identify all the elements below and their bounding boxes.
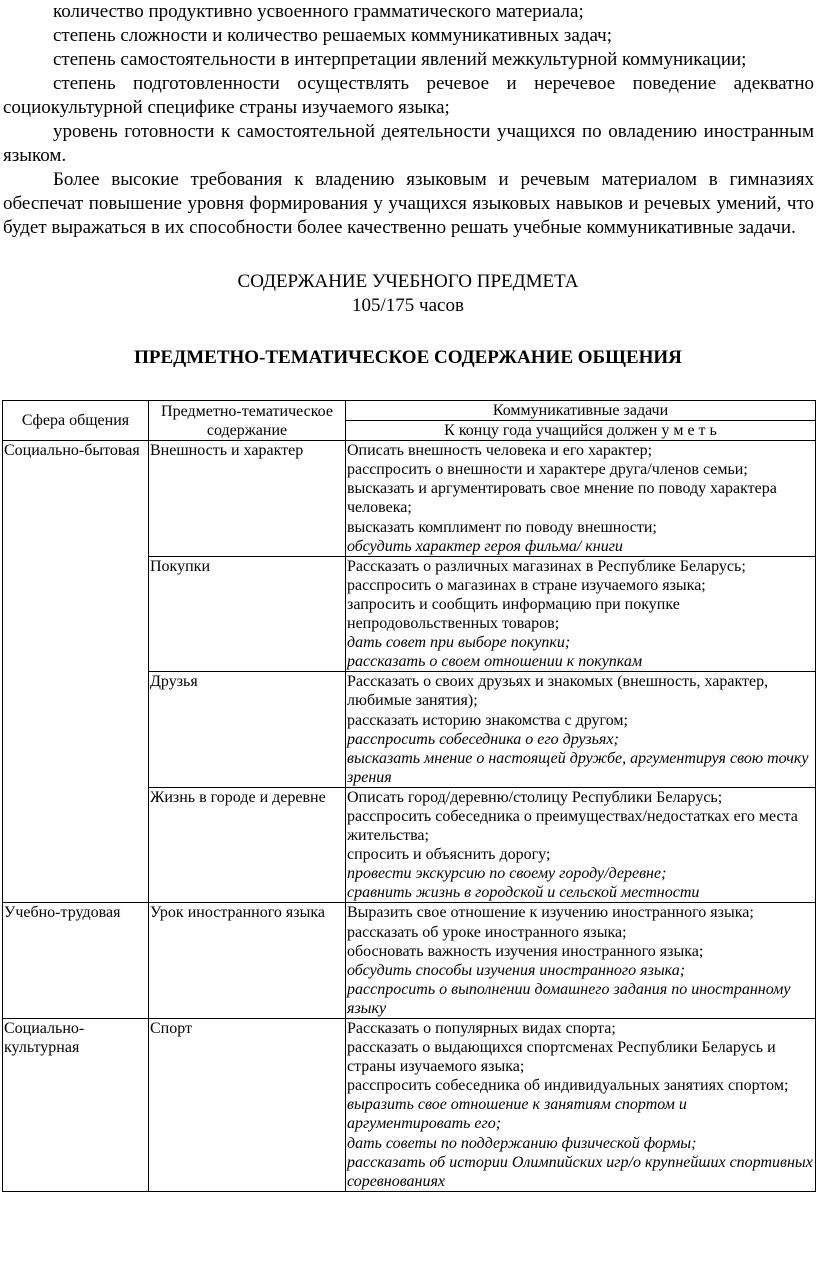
table-header-row [3, 401, 816, 421]
table-row [3, 903, 816, 1019]
task-item: провести экскурсию по своему городу/деревне; [347, 865, 667, 883]
cell-tasks [346, 787, 816, 903]
task-item: Описать город/деревню/столицу Республики Беларусь; [347, 788, 723, 806]
task-item: обосновать важность изучения иностранного языка; [347, 942, 704, 960]
task-item: рассказать о выдающихся спортсменах Республики Беларусь и страны изучаемого языка; [347, 1039, 776, 1076]
task-item: высказать мнение о настоящей дружбе, аргументируя свою точку зрения [347, 749, 809, 786]
task-item: расспросить собеседника о его друзьях; [347, 730, 619, 748]
cell-topic: Жизнь в городе и деревне [149, 787, 346, 903]
task-item: рассказать об уроке иностранного языка; [347, 923, 627, 941]
task-item: дать советы по поддержанию физической формы; [347, 1134, 697, 1152]
task-item: расспросить о внешности и характере друга/членов семьи; [347, 461, 748, 479]
task-item: рассказать об истории Олимпийских игр/о крупнейших спортивных соревнованиях [347, 1153, 813, 1190]
task-item: высказать и аргументировать свое мнение по поводу характера человека; [347, 480, 777, 517]
task-item: обсудить способы изучения иностранного языка; [347, 961, 686, 979]
task-item: обсудить характер героя фильма/ книги [347, 537, 623, 555]
cell-topic: Спорт [149, 1019, 346, 1192]
cell-topic: Покупки [149, 556, 346, 672]
cell-topic: Внешность и характер [149, 441, 346, 557]
intro-paragraph: количество продуктивно усвоенного грамматического материала; [53, 1, 584, 22]
task-item: Рассказать о популярных видах спорта; [347, 1020, 616, 1037]
intro-text [0, 0, 816, 240]
intro-paragraph: степень самостоятельности в интерпретации явлений межкультурной коммуникации; [53, 49, 747, 70]
cell-topic: Урок иностранного языка [149, 903, 346, 1019]
task-item: выразить свое отношение к занятиям спортом и аргументировать его; [347, 1096, 687, 1133]
task-item: расспросить собеседника об индивидуальных занятиях спортом; [347, 1077, 789, 1095]
intro-paragraph: Более высокие требования к владению языковым и речевым материалом в гимназиях обеспечат повышение уровня формирования у учащихся языковых навыков и речевых умений, что будет выражаться в их способности более качественно решать учебные коммуникативные задачи. [3, 169, 814, 238]
cell-tasks [346, 903, 816, 1019]
table-row [3, 1019, 816, 1192]
table-row [3, 441, 816, 557]
task-item: запросить и сообщить информацию при покупке непродовольственных товаров; [347, 595, 680, 633]
cell-sphere: Социально-бытовая [3, 441, 149, 903]
section-title: СОДЕРЖАНИЕ УЧЕБНОГО ПРЕДМЕТА [237, 271, 579, 292]
content-table [2, 400, 816, 1192]
task-item: Рассказать о различных магазинах в Республике Беларусь; [347, 557, 746, 575]
cell-tasks [346, 1019, 816, 1192]
task-item: спросить и объяснить дорогу; [347, 846, 551, 864]
task-item: сравнить жизнь в городской и сельской местности [347, 884, 700, 902]
cell-topic: Друзья [149, 672, 346, 788]
task-item: Выразить свое отношение к изучению иностранного языка; [347, 904, 754, 922]
task-item: высказать комплимент по поводу внешности; [347, 518, 657, 536]
intro-paragraph: степень сложности и количество решаемых коммуникативных задач; [53, 25, 612, 46]
task-item: Рассказать о своих друзьях и знакомых (внешность, характер, любимые занятия); [347, 673, 769, 710]
header-sphere: Сфера общения [3, 401, 149, 441]
task-item: расспросить о выполнении домашнего задания по иностранному языку [347, 980, 791, 1017]
header-topic: Предметно-тематическое содержание [149, 401, 346, 441]
section-subtitle: ПРЕДМЕТНО-ТЕМАТИЧЕСКОЕ СОДЕРЖАНИЕ ОБЩЕНИЯ [134, 347, 682, 368]
cell-sphere: Учебно-трудовая [3, 903, 149, 1019]
cell-tasks [346, 441, 816, 557]
task-item: расспросить собеседника о преимуществах/недостатках его места жительства; [347, 807, 798, 845]
cell-tasks [346, 672, 816, 788]
intro-paragraph: степень подготовленности осуществлять речевое и неречевое поведение адекватно социокультурной специфике страны изучаемого языка; [3, 73, 814, 118]
header-tasks: Коммуникативные задачи [346, 401, 816, 421]
header-tasks-sub: К концу года учащийся должен у м е т ь [346, 421, 816, 441]
cell-sphere: Социально-культурная [3, 1019, 149, 1192]
task-item: рассказать о своем отношении к покупкам [347, 653, 643, 671]
section-hours: 105/175 часов [352, 295, 464, 316]
task-item: дать совет при выборе покупки; [347, 634, 571, 652]
task-item: Описать внешность человека и его характер; [347, 442, 653, 460]
task-item: рассказать историю знакомства с другом; [347, 711, 628, 729]
task-item: расспросить о магазинах в стране изучаемого языка; [347, 576, 706, 594]
cell-tasks [346, 556, 816, 672]
table-body [3, 441, 816, 1192]
intro-paragraph: уровень готовности к самостоятельной деятельности учащихся по овладению иностранным языком. [3, 121, 814, 166]
